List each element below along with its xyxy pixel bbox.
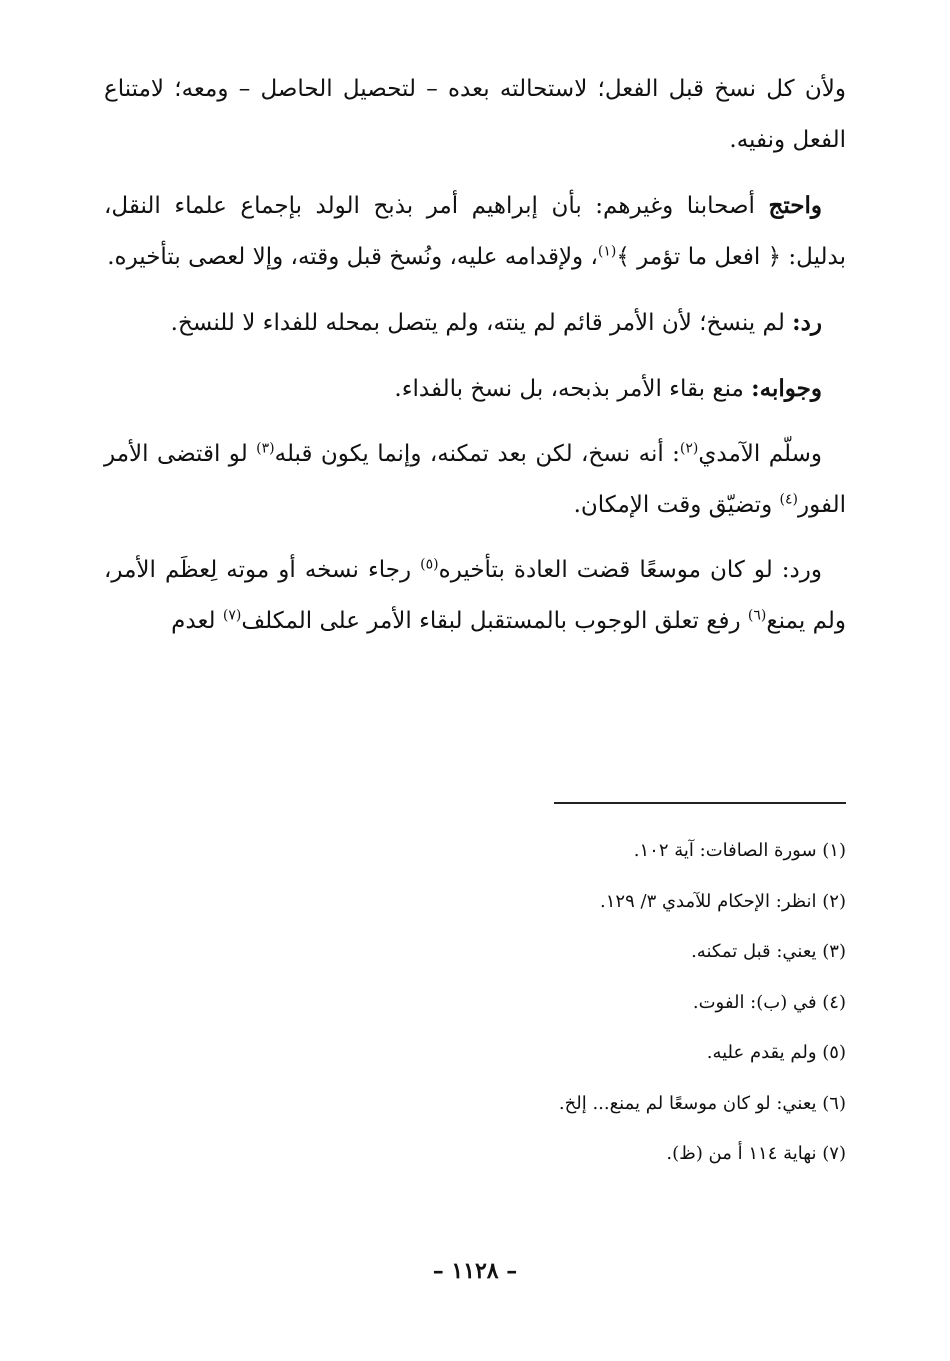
paragraph-5-seg-4: وتضيّق وقت الإمكان.	[573, 492, 780, 518]
footnote-3: (٣) يعني: قبل تمكنه.	[691, 941, 846, 962]
paragraph-6	[104, 545, 846, 647]
footnote-ref-7[interactable]: (٧)	[222, 607, 242, 624]
keyword-ihtajja: واحتج	[768, 192, 822, 219]
paragraph-6-seg-4: لعدم	[171, 608, 223, 634]
paragraph-3-text: لم ينسخ؛ لأن الأمر قائم لم ينته، ولم يتصل بمحله للفداء لا للنسخ.	[170, 310, 793, 336]
paragraph-5-seg-1: وسلّم الآمدي	[698, 441, 823, 467]
paragraph-2	[104, 180, 846, 283]
main-text	[104, 64, 846, 661]
footnote-7: (٧) نهاية ١١٤ أ من (ظ).	[666, 1143, 846, 1164]
paragraph-6-seg-3: رفع تعلق الوجوب بالمستقبل لبقاء الأمر على المكلف	[241, 608, 748, 634]
footnote-6: (٦) يعني: لو كان موسعًا لم يمنع... إلخ.	[558, 1092, 846, 1114]
page-number: – ١١٢٨ –	[432, 1258, 518, 1284]
paragraph-6-seg-2: رجاء نسخه أو موته لِعظَم الأمر، ولم يمنع	[104, 557, 846, 634]
footnote-ref-3[interactable]: (٣)	[256, 440, 275, 457]
footnote-ref-6[interactable]: (٦)	[747, 607, 767, 624]
paragraph-5	[104, 429, 846, 531]
paragraph-3	[104, 297, 846, 349]
paragraph-1-text: ولأن كل نسخ قبل الفعل؛ لاستحالته بعده – لتحصيل الحاصل – ومعه؛ لامتناع الفعل ونفيه.	[104, 76, 846, 153]
footnote-ref-5[interactable]: (٥)	[420, 556, 439, 573]
paragraph-4-text: منع بقاء الأمر بذبحه، بل نسخ بالفداء.	[394, 376, 752, 402]
keyword-jawabuhu: وجوابه:	[751, 375, 822, 402]
paragraph-1	[104, 64, 846, 166]
footnote-ref-2[interactable]: (٢)	[679, 440, 699, 457]
paragraph-5-seg-3: لو اقتضى الأمر الفور	[104, 441, 846, 518]
paragraph-2-text-a: أصحابنا وغيرهم: بأن إبراهيم أمر بذبح الولد بإجماع علماء النقل، بدليل: ﴿ افعل ما تؤمر ﴾	[104, 193, 846, 270]
footnote-separator	[554, 802, 846, 804]
paragraph-5-seg-2: : أنه نسخ، لكن بعد تمكنه، وإنما يكون قبله	[274, 441, 680, 467]
footnote-2: (٢) انظر: الإحكام للآمدي ٣/ ١٢٩.	[600, 890, 846, 912]
paragraph-6-seg-1: ورد: لو كان موسعًا قضت العادة بتأخيره	[438, 557, 822, 583]
footnote-ref-1[interactable]: (١)	[597, 243, 617, 260]
footnote-5: (٥) ولم يقدم عليه.	[706, 1042, 846, 1063]
keyword-radd: رد:	[792, 309, 822, 336]
footnote-1: (١) سورة الصافات: آية ١٠٢.	[633, 840, 846, 861]
footnotes	[426, 826, 846, 1180]
footnote-4: (٤) في (ب): الفوت.	[692, 991, 846, 1013]
paragraph-4	[104, 363, 846, 415]
footnote-ref-4[interactable]: (٤)	[779, 491, 798, 508]
paragraph-2-text-b: ، ولإقدامه عليه، ونُسخ قبل وقته، وإلا لعصى بتأخيره.	[107, 244, 598, 270]
